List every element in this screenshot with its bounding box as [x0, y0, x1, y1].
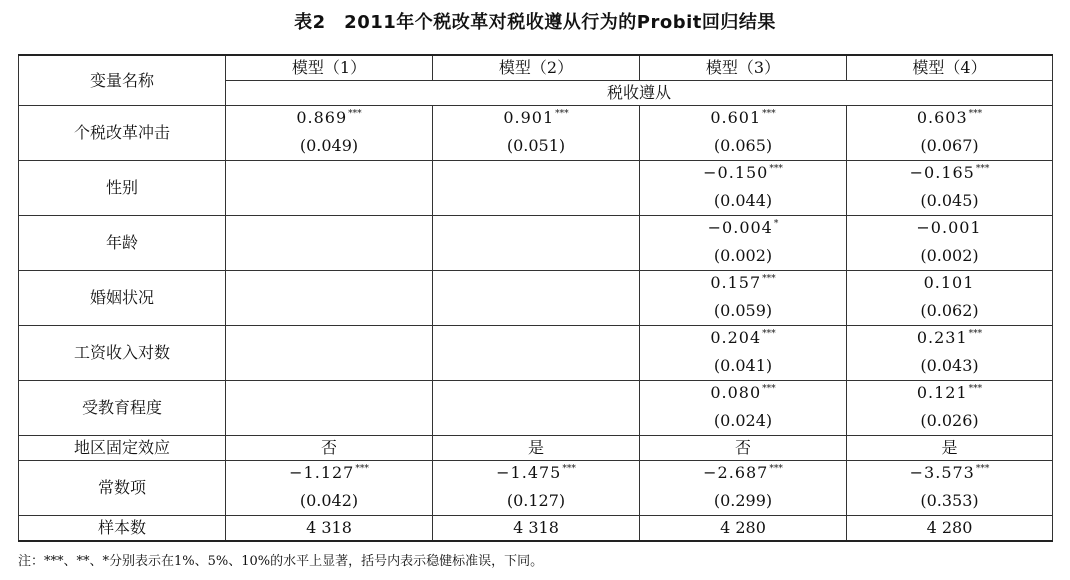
coefficient-cell [433, 326, 640, 353]
coefficient [329, 328, 330, 351]
value-cell: 4 280 [640, 516, 847, 542]
coefficient [917, 383, 982, 406]
coefficient [329, 383, 330, 406]
coefficient-cell [640, 216, 847, 243]
standard-error-cell [433, 242, 640, 271]
coefficient-value: 0.869 [296, 107, 348, 127]
coefficient-cell [640, 381, 847, 408]
variable-row [19, 326, 1053, 353]
coefficient-value: −2.687 [703, 462, 769, 482]
standard-error-cell: (0.044) [640, 187, 847, 216]
standard-error-cell: (0.045) [847, 187, 1053, 216]
coefficient-value: 0.204 [710, 327, 762, 347]
coefficient-cell [640, 326, 847, 353]
standard-error-cell: (0.002) [640, 242, 847, 271]
variable-row [19, 106, 1053, 133]
value-cell: 4 318 [433, 516, 640, 542]
coefficient-cell [847, 326, 1053, 353]
coefficient [710, 273, 775, 296]
significance-stars: *** [769, 163, 783, 174]
coefficient-value: 0.603 [916, 107, 968, 127]
significance-stars: *** [762, 383, 776, 394]
standard-error-cell: (0.059) [640, 297, 847, 326]
value-cell: 否 [226, 436, 433, 461]
model-2-header: 模型（2） [433, 55, 640, 81]
table-body [19, 55, 1053, 541]
coefficient-value: 0.231 [916, 327, 968, 347]
coefficient [703, 463, 783, 486]
coefficient-cell [640, 161, 847, 188]
value-cell: 4 280 [847, 516, 1053, 542]
coefficient [710, 328, 775, 351]
variable-name: 受教育程度 [19, 381, 226, 436]
standard-error-cell [433, 407, 640, 436]
coefficient [924, 273, 976, 296]
coefficient-cell [847, 381, 1053, 408]
coefficient-cell [847, 271, 1053, 298]
coefficient-cell [847, 461, 1053, 488]
variable-name: 常数项 [19, 461, 226, 516]
coefficient [710, 383, 775, 406]
model-3-header: 模型（3） [640, 55, 847, 81]
coefficient-cell [433, 216, 640, 243]
standard-error-cell [433, 187, 640, 216]
standard-error-cell: (0.026) [847, 407, 1053, 436]
regression-table [18, 54, 1053, 542]
standard-error-cell [226, 187, 433, 216]
coefficient [708, 218, 779, 241]
coefficient-cell [640, 461, 847, 488]
region-fixed-effect-row [19, 436, 1053, 461]
coefficient-cell [433, 461, 640, 488]
coefficient [536, 383, 537, 406]
significance-stars: *** [762, 273, 776, 284]
significance-stars: *** [975, 463, 990, 474]
coefficient [329, 163, 330, 186]
coefficient-value: 0.080 [710, 382, 762, 402]
coefficient [917, 108, 982, 131]
significance-stars: *** [762, 108, 776, 119]
coefficient-cell [640, 106, 847, 133]
model-1-header: 模型（1） [226, 55, 433, 81]
coefficient-value: 0.601 [710, 107, 762, 127]
variable-name: 地区固定效应 [19, 436, 226, 461]
coefficient-cell [433, 381, 640, 408]
variable-name: 个税改革冲击 [19, 106, 226, 161]
coefficient [536, 163, 537, 186]
significance-stars: *** [355, 463, 369, 474]
coefficient-value: 0.101 [923, 272, 975, 292]
standard-error-cell: (0.002) [847, 242, 1053, 271]
coefficient-value: −0.001 [916, 217, 982, 237]
standard-error-cell: (0.043) [847, 352, 1053, 381]
coefficient-cell [226, 216, 433, 243]
coefficient [503, 108, 568, 131]
significance-stars: *** [762, 328, 776, 339]
standard-error-cell: (0.065) [640, 132, 847, 161]
coefficient-value: −3.573 [909, 462, 975, 482]
variable-row [19, 161, 1053, 188]
significance-stars: *** [348, 108, 362, 119]
coefficient [536, 273, 537, 296]
standard-error-cell [433, 297, 640, 326]
variable-row [19, 271, 1053, 298]
standard-error-cell: (0.024) [640, 407, 847, 436]
standard-error-cell: (0.067) [847, 132, 1053, 161]
standard-error-cell [226, 297, 433, 326]
significance-stars: *** [968, 108, 983, 119]
coefficient-cell [226, 326, 433, 353]
variable-name: 年龄 [19, 216, 226, 271]
model-4-header: 模型（4） [847, 55, 1053, 81]
variable-row [19, 216, 1053, 243]
coefficient-cell [226, 461, 433, 488]
coefficient-value: 0.157 [710, 272, 762, 292]
standard-error-cell: (0.051) [433, 132, 640, 161]
standard-error-cell: (0.042) [226, 487, 433, 516]
standard-error-cell: (0.127) [433, 487, 640, 516]
variable-row [19, 381, 1053, 408]
coefficient [536, 328, 537, 351]
sample-size-row [19, 516, 1053, 542]
coefficient [910, 463, 990, 486]
standard-error-cell [226, 407, 433, 436]
coefficient [916, 218, 982, 241]
coefficient [917, 328, 982, 351]
dependent-variable-label: 税收遵从 [226, 81, 1053, 106]
standard-error-cell: (0.049) [226, 132, 433, 161]
standard-error-cell [226, 242, 433, 271]
standard-error-cell: (0.299) [640, 487, 847, 516]
standard-error-cell: (0.062) [847, 297, 1053, 326]
significance-stars: *** [968, 383, 983, 394]
constant-row [19, 461, 1053, 488]
value-cell: 是 [433, 436, 640, 461]
coefficient-cell [226, 161, 433, 188]
table-title: 表2 2011年个税改革对税收遵从行为的Probit回归结果 [294, 12, 776, 33]
coefficient [296, 108, 361, 131]
coefficient-value: −0.165 [909, 162, 975, 182]
significance-stars: * [773, 218, 779, 229]
value-cell: 是 [847, 436, 1053, 461]
standard-error-cell: (0.353) [847, 487, 1053, 516]
coefficient-cell [433, 161, 640, 188]
coefficient-cell [226, 106, 433, 133]
coefficient [329, 273, 330, 296]
coefficient-cell [847, 161, 1053, 188]
coefficient-cell [226, 381, 433, 408]
variable-name: 性别 [19, 161, 226, 216]
coefficient [329, 218, 330, 241]
coefficient [710, 108, 775, 131]
significance-stars: *** [562, 463, 576, 474]
coefficient-cell [226, 271, 433, 298]
coefficient [703, 163, 783, 186]
coefficient-value: 0.121 [916, 382, 968, 402]
standard-error-cell: (0.041) [640, 352, 847, 381]
coefficient-cell [847, 216, 1053, 243]
coefficient-value: −0.004 [707, 217, 773, 237]
coefficient [910, 163, 990, 186]
variable-name: 工资收入对数 [19, 326, 226, 381]
coefficient-value: 0.901 [503, 107, 555, 127]
coefficient-cell [847, 106, 1053, 133]
standard-error-cell [226, 352, 433, 381]
coefficient-value: −1.475 [496, 462, 562, 482]
coefficient-cell [433, 271, 640, 298]
table-note: 注：***、**、*分别表示在1%、5%、10%的水平上显著，括号内表示稳健标准误，下同。 [18, 554, 544, 569]
variable-name: 婚姻状况 [19, 271, 226, 326]
standard-error-cell [433, 352, 640, 381]
value-cell: 4 318 [226, 516, 433, 542]
variable-header: 变量名称 [19, 55, 226, 106]
coefficient [496, 463, 576, 486]
value-cell: 否 [640, 436, 847, 461]
coefficient-cell [640, 271, 847, 298]
significance-stars: *** [968, 328, 983, 339]
significance-stars: *** [975, 163, 990, 174]
coefficient [289, 463, 369, 486]
coefficient-value: −0.150 [703, 162, 769, 182]
coefficient [536, 218, 537, 241]
significance-stars: *** [769, 463, 783, 474]
coefficient-value: −1.127 [289, 462, 355, 482]
variable-name: 样本数 [19, 516, 226, 542]
coefficient-cell [433, 106, 640, 133]
significance-stars: *** [555, 108, 569, 119]
